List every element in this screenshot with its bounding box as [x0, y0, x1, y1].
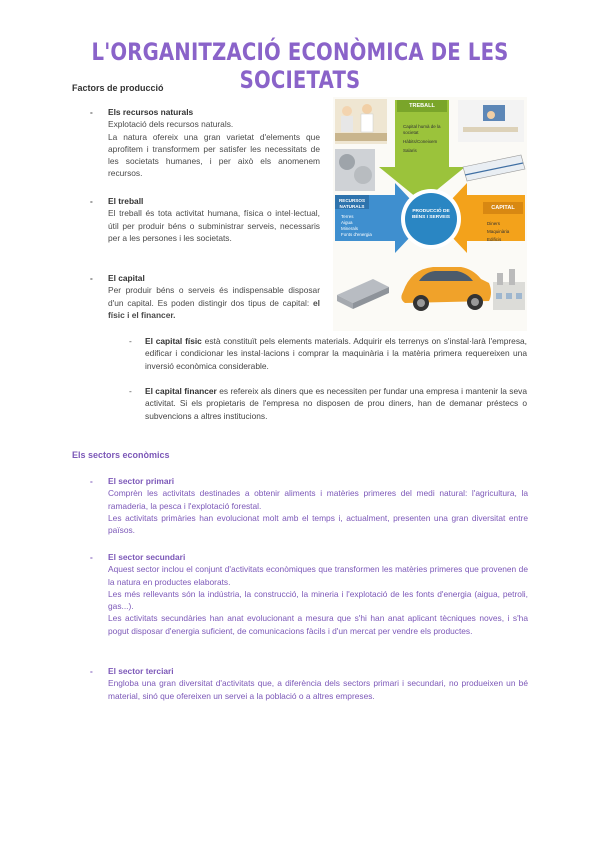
factory-icon	[493, 269, 525, 310]
treball-item	[90, 195, 320, 244]
recursos-line1: Explotació dels recursos naturals.	[108, 119, 234, 130]
car-icon	[401, 267, 491, 311]
diagram-treball-item: Salaris	[403, 148, 417, 153]
diagram-center-label: PRODUCCIÓ DE BÉNS I SERVEIS	[411, 209, 451, 220]
sector-secundari-heading: El sector secundari	[108, 552, 186, 562]
diagram-capital-items	[487, 221, 523, 243]
sectors-heading: Els sectors econòmics	[72, 450, 170, 460]
bullet-dash: -	[90, 552, 93, 562]
bullet-dash: -	[90, 196, 93, 206]
diagram-capital-item: Diners	[487, 221, 501, 226]
diagram-capital-item: Edificis	[487, 237, 502, 242]
diagram-recursos-item: Minerals	[341, 226, 359, 231]
capital-financer-text: es refereix als diners que es necessiten per fundar una empresa i mantenir la seva activitat. Si els propietaris de l'empresa no disposen de prou diners, han de demanar préstecs o subvencions a altres institucions.	[145, 386, 527, 421]
metal-bars-icon	[337, 279, 389, 309]
sector-secundari-item	[90, 551, 528, 637]
diagram-treball-items	[403, 124, 447, 154]
sector-primari-p1: Comprèn les activitats destinades a obtenir aliments i matèries primeres del medi natural: l'agricultura, la ramaderia, la pesca i l'explotació forestal.	[108, 488, 528, 511]
sector-primari-item	[90, 475, 528, 536]
diagram-treball-item: Hàbits/Coneixem	[403, 139, 438, 144]
diagram-recursos-items	[341, 214, 377, 238]
diagram-capital-item: Maquinària	[487, 229, 510, 234]
factors-heading: Factors de producció	[72, 83, 164, 93]
treball-text: El treball és tota activitat humana, física o intel·lectual, útil per produir béns o subministrar serveis, necessaris per a les persones i les societats.	[108, 208, 320, 243]
capital-financer-heading: El capital financer	[145, 386, 217, 396]
rocks-illustration-icon	[335, 149, 375, 191]
treball-heading: El treball	[108, 196, 144, 206]
capital-financer-item	[129, 385, 527, 422]
sector-terciari-p1: Engloba una gran diversitat d'activitats que, a diferència dels sectors primari i secundari, no produeixen un bé material, sinó que ofereixen un servei a la població o a altres empreses.	[108, 678, 528, 701]
capital-item	[90, 272, 320, 321]
train-illustration-icon	[463, 155, 525, 181]
diagram-recursos-item: Aigua	[341, 220, 353, 225]
sector-terciari-heading: El sector terciari	[108, 666, 174, 676]
diagram-treball-item: Capital humà de la societat	[403, 124, 441, 135]
sector-secundari-p1: Aquest sector inclou el conjunt d'activitats econòmiques que transformen les matèries primeres que provenen de la natura en productes elaborats.	[108, 564, 528, 587]
bullet-dash: -	[129, 386, 132, 396]
diagram-recursos-item: Fonts d'energia	[341, 232, 372, 237]
bullet-dash: -	[90, 107, 93, 117]
bullet-dash: -	[129, 336, 132, 346]
capital-fisic-item	[129, 335, 527, 372]
capital-text-a: Per produir béns o serveis és indispensable disposar d'un capital. Es poden distingir dos tipus de capital:	[108, 285, 320, 308]
page-title: L'ORGANITZACIÓ ECONÒMICA DE LES SOCIETATS	[91, 38, 509, 94]
diagram-capital-label: CAPITAL	[491, 205, 515, 211]
recursos-heading: Els recursos naturals	[108, 107, 194, 117]
sector-secundari-p2: Les més rellevants són la indústria, la construcció, la mineria i l'explotació de les fonts d'energia (aigua, petroli, gas...).	[108, 588, 528, 612]
sector-secundari-p3: Les activitats secundàries han anat evolucionant a mesura que s'hi han anat aplicant tècniques noves, i s'ha pogut disposar d'energia suficient, de comunicacions fàcils i d'un mercat per vendre els productes.	[108, 613, 528, 636]
capital-text	[108, 284, 320, 321]
office-illustration-icon	[458, 100, 524, 142]
capital-text-b: el físic i el financer.	[108, 297, 320, 320]
capital-fisic-heading: El capital físic	[145, 336, 202, 346]
diagram-recursos-item: Terres	[341, 214, 354, 219]
bullet-dash: -	[90, 273, 93, 283]
recursos-item	[90, 106, 320, 180]
workers-illustration-icon	[335, 99, 387, 144]
sector-terciari-item	[90, 665, 528, 702]
bullet-dash: -	[90, 476, 93, 486]
factors-diagram	[333, 97, 527, 331]
sector-primari-heading: El sector primari	[108, 476, 175, 486]
diagram-treball-label: TREBALL	[409, 103, 435, 109]
recursos-line2: La natura ofereix una gran varietat d'elements que aprofitem i transformem per satisfer les necessitats de les societats humanes, i per això els anomenem recursos.	[108, 131, 320, 179]
capital-fisic-text: està constituït pels elements materials. Adquirir els terrenys on s'instal·larà l'empresa, edificar i condicionar les instal·lacions i comprar la maquinària i la matèria primera requereixen una inversió econòmica considerable.	[145, 336, 527, 371]
diagram-recursos-label: RECURSOS NATURALS	[338, 198, 366, 209]
capital-heading: El capital	[108, 273, 145, 283]
sector-primari-p2: Les activitats primàries han evolucionat molt amb el temps i, actualment, presenten una gran diversitat entre països.	[108, 512, 528, 536]
bullet-dash: -	[90, 666, 93, 676]
